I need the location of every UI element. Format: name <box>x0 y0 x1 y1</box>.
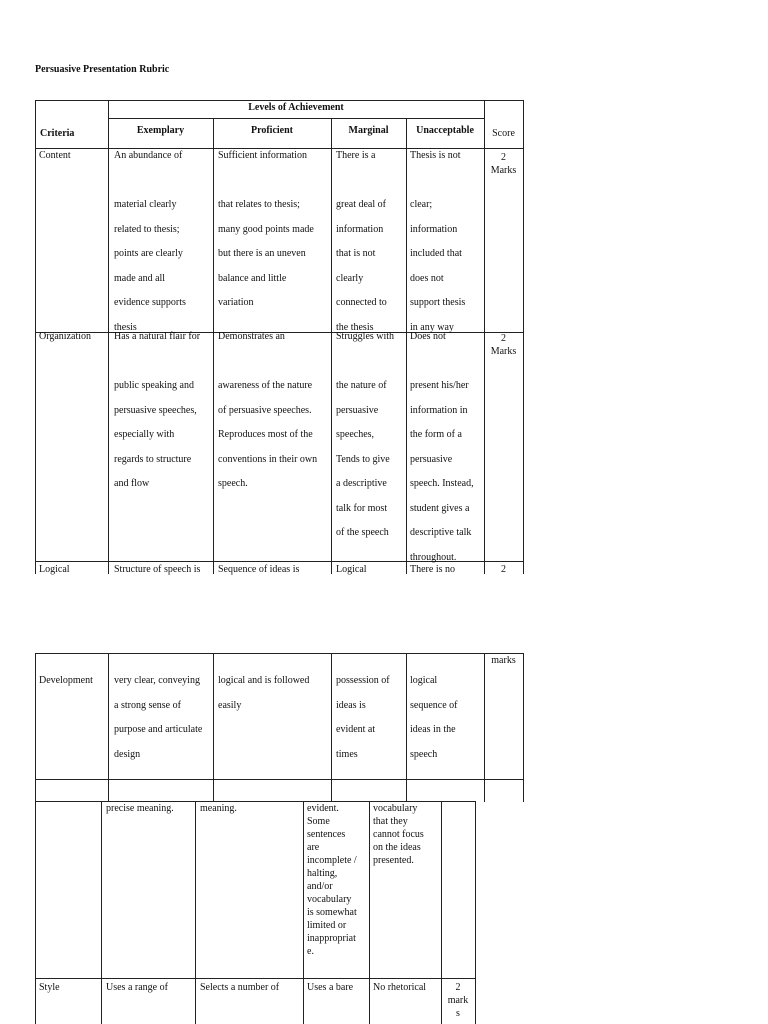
row-organization-unacceptable: Does not present his/her information in the form of a persuasive speech. Instead, student gives a descriptive talk throughout. <box>410 331 474 563</box>
table3-col-line-7 <box>475 801 476 1024</box>
table1-col-line-3 <box>213 118 214 574</box>
table2-col-line-3 <box>213 653 214 802</box>
row-vocab-exemplary: precise meaning. <box>106 803 174 814</box>
row-style-score: 2 mark s <box>447 982 469 1019</box>
row-organization-score: 2 Marks <box>490 333 517 357</box>
row-style-proficient: Selects a number of <box>200 982 280 993</box>
row-organization-exemplary: Has a natural flair for public speaking and persuasive speeches, especially with regards to structure and flow <box>114 331 201 489</box>
row-content-proficient: Sufficient information that relates to thesis; many good points made but there is an uneven balance and little variation <box>218 150 314 308</box>
row-development-proficient: logical and is followed easily <box>218 675 310 711</box>
table1-col-line-2 <box>108 100 109 574</box>
row-vocab-unacceptable: vocabulary that they cannot focus on the ideas presented. <box>373 803 424 866</box>
table1-col-line-5 <box>406 118 407 574</box>
table2-col-line-7 <box>523 653 524 802</box>
row-organization-proficient: Demonstrates an awareness of the nature of persuasive speeches. Reproduces most of the conventions in their own speech. <box>218 331 318 489</box>
row-logical-score: 2 <box>501 564 506 575</box>
table3-col-line-1 <box>35 801 36 1024</box>
row-development-marginal: possession of ideas is evident at times <box>336 675 390 760</box>
table3-col-line-4 <box>303 801 304 1024</box>
row-vocab-marginal: evident. Some sentences are incomplete / halting, and/or vocabulary is somewhat limited or inappropriat e. <box>307 803 357 957</box>
table2-col-line-2 <box>108 653 109 802</box>
row-logical-unacceptable: There is no <box>410 564 455 575</box>
table3-col-line-2 <box>101 801 102 1024</box>
row-content-unacceptable: Thesis is not clear; information included that does not support thesis in any way <box>410 150 466 333</box>
header-levels: Levels of Achievement <box>248 102 344 113</box>
row-style-exemplary: Uses a range of <box>106 982 168 993</box>
row-development-score: marks <box>491 655 516 666</box>
table3-col-line-5 <box>369 801 370 1024</box>
header-unacceptable: Unacceptable <box>416 125 474 136</box>
row-style-marginal: Uses a bare <box>307 982 354 993</box>
row-development-criteria: Development <box>39 675 93 686</box>
header-marginal: Marginal <box>348 125 389 136</box>
row-content-criteria: Content <box>39 150 71 161</box>
page-title: Persuasive Presentation Rubric <box>35 64 170 75</box>
table1-col-line-1 <box>35 100 36 574</box>
row-development-unacceptable: logical sequence of ideas in the speech <box>410 675 458 760</box>
header-score: Score <box>492 128 515 139</box>
row-content-score: 2 Marks <box>490 152 517 176</box>
table1-col-line-7 <box>523 100 524 574</box>
row-content-marginal: There is a great deal of information that is not clearly connected to the thesis <box>336 150 387 333</box>
row-logical-criteria: Logical <box>39 564 70 575</box>
table1-level-divider <box>108 118 484 119</box>
row-organization-marginal: Struggles with the nature of persuasive speeches, Tends to give a descriptive talk for most of the speech <box>336 331 395 538</box>
header-criteria: Criteria <box>40 128 75 139</box>
row-organization-criteria: Organization <box>39 331 92 342</box>
header-proficient: Proficient <box>250 125 294 136</box>
table2-col-line-6 <box>484 653 485 802</box>
row-logical-marginal: Logical <box>336 564 367 575</box>
row-logical-exemplary: Structure of speech is <box>114 564 201 575</box>
row-logical-proficient: Sequence of ideas is <box>218 564 300 575</box>
table3-col-line-3 <box>195 801 196 1024</box>
table2-col-line-5 <box>406 653 407 802</box>
row-vocab-proficient: meaning. <box>200 803 237 814</box>
row-style-criteria: Style <box>39 982 60 993</box>
header-exemplary: Exemplary <box>136 125 185 136</box>
row-development-exemplary: very clear, conveying a strong sense of purpose and articulate design <box>114 675 203 760</box>
row-style-unacceptable: No rhetorical <box>373 982 427 993</box>
row-content-exemplary: An abundance of material clearly related to thesis; points are clearly made and all evidence supports thesis <box>114 150 186 333</box>
table1-col-line-4 <box>331 118 332 574</box>
table2-col-line-1 <box>35 653 36 802</box>
table2-col-line-4 <box>331 653 332 802</box>
